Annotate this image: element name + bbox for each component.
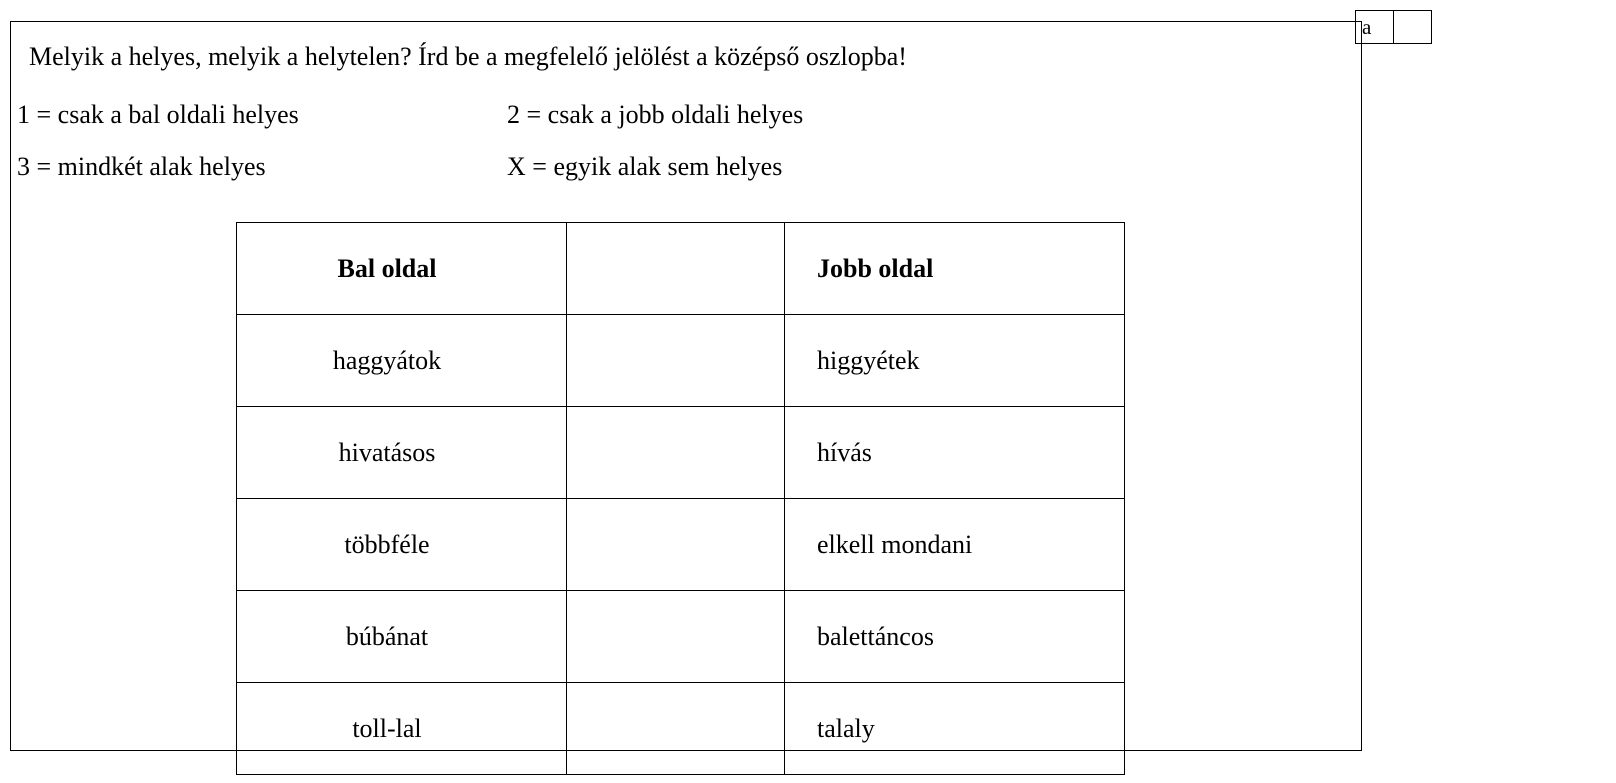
left-word: többféle [237,499,567,591]
marker-box-group [1355,10,1432,44]
table-row [237,683,1125,775]
left-word: haggyátok [237,315,567,407]
legend-key-2: 2 = csak a jobb oldali helyes [507,100,804,129]
legend-row [17,152,1367,182]
left-word: búbánat [237,591,567,683]
marker-answer-cell[interactable] [1393,10,1432,44]
right-word: higgyétek [785,315,1125,407]
left-word: hivatásos [237,407,567,499]
instruction-text: Melyik a helyes, melyik a helytelen? Írd be a megfelelő jelölést a középső oszlopba! [29,42,907,71]
table-row [237,315,1125,407]
left-word: toll-lal [237,683,567,775]
column-header-right: Jobb oldal [785,223,1125,315]
right-word: hívás [785,407,1125,499]
legend-key-1: 1 = csak a bal oldali helyes [17,100,299,129]
answer-cell[interactable] [567,315,785,407]
right-word: talaly [785,683,1125,775]
column-header-left: Bal oldal [237,223,567,315]
legend-key-3: 3 = mindkét alak helyes [17,152,266,181]
answer-cell[interactable] [567,591,785,683]
marker-label-cell: a [1355,10,1394,44]
exercise-frame [10,21,1362,751]
table-row [237,407,1125,499]
legend-block [17,100,1367,204]
table-row [237,499,1125,591]
right-word: elkell mondani [785,499,1125,591]
table-header-row [237,223,1125,315]
right-word: balettáncos [785,591,1125,683]
answer-cell[interactable] [567,407,785,499]
answer-cell[interactable] [567,499,785,591]
answer-cell[interactable] [567,683,785,775]
word-pairs-table [236,222,1125,775]
legend-row [17,100,1367,130]
table-row [237,591,1125,683]
column-header-middle [567,223,785,315]
legend-key-x: X = egyik alak sem helyes [507,152,783,181]
